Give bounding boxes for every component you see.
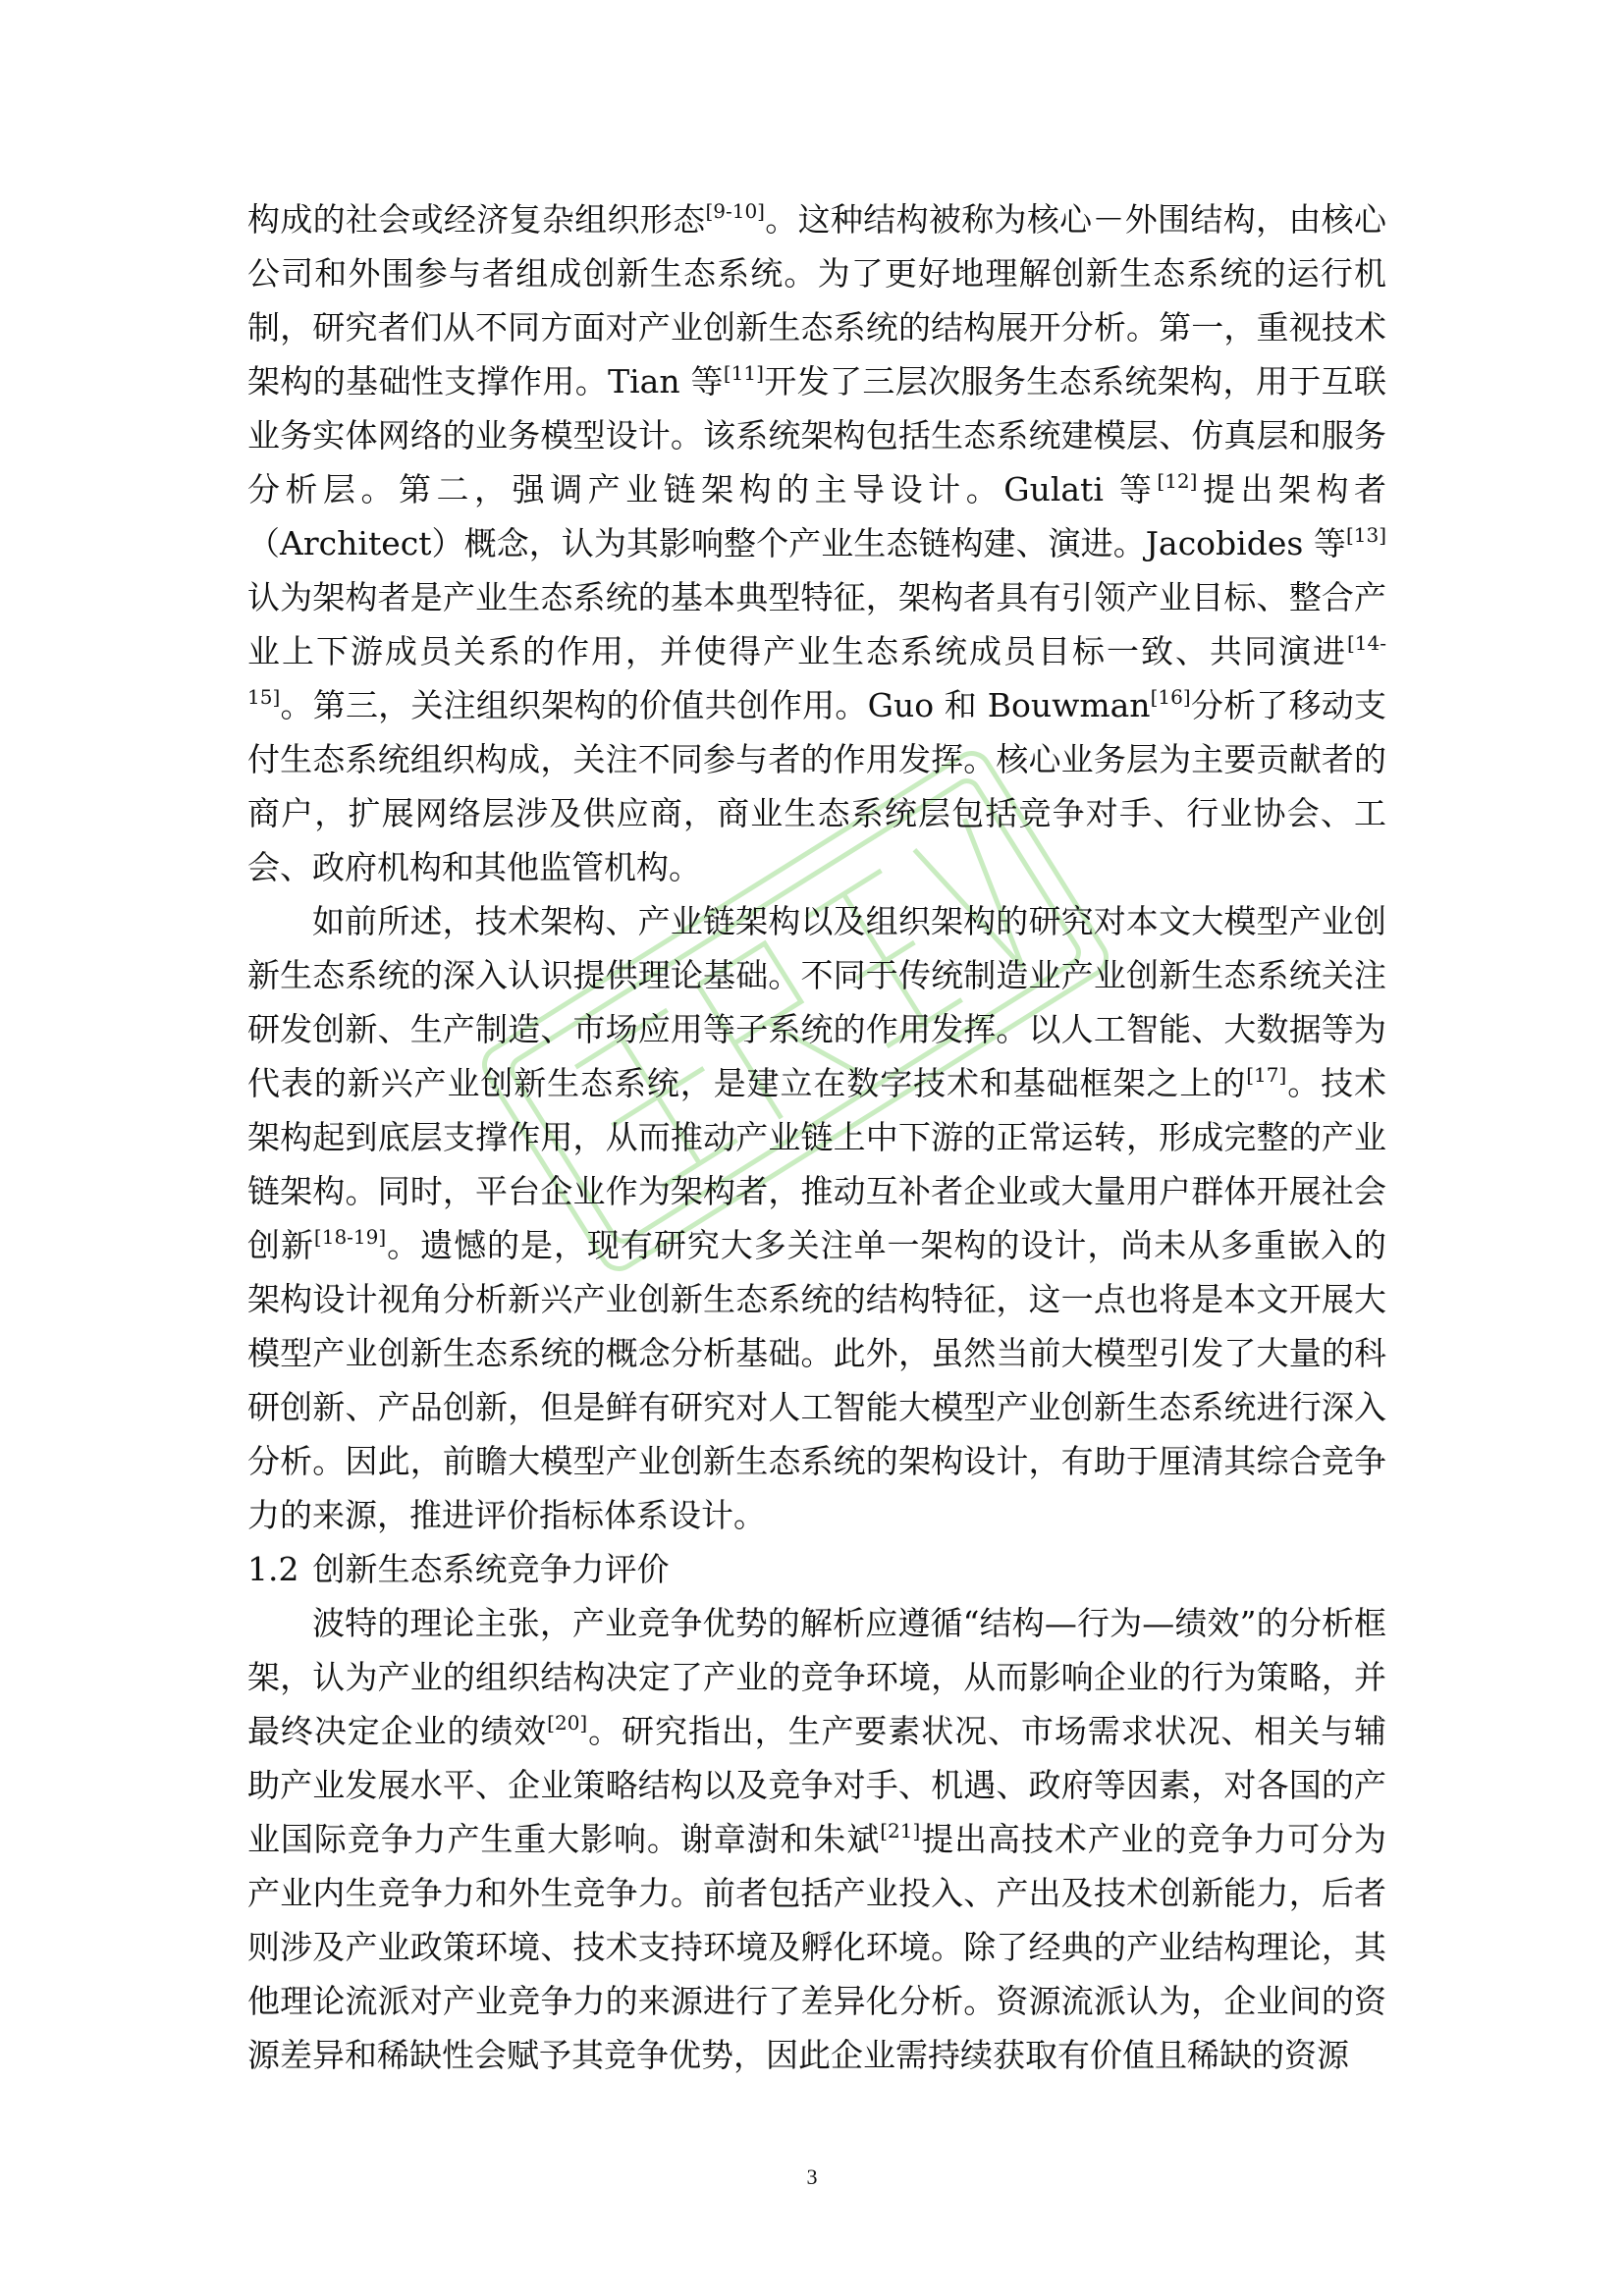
citation: [16] (1150, 685, 1191, 709)
citation: [21] (880, 1819, 921, 1842)
section-title: 创新生态系统竞争力评价 (312, 1550, 670, 1588)
paragraph-3: 波特的理论主张，产业竞争优势的解析应遵循“结构—行为—绩效”的分析框架，认为产业的组织结构决定了产业的竞争环境，从而影响企业的行为策略，并最终决定企业的绩效[20]。研究指出，生产要素状况、市场需求状况、相关与辅助产业发展水平、企业策略结构以及竞争对手、机遇、政府等因素，对各国的产业国际竞争力产生重大影响。谢章澍和朱斌[21]提出高技术产业的竞争力可分为产业内生竞争力和外生竞争力。前者包括产业投入、产出及技术创新能力，后者则涉及产业政策环境、技术支持环境及孵化环境。除了经典的产业结构理论，其他理论流派对产业竞争力的来源进行了差异化分析。资源流派认为，企业间的资源差异和稀缺性会赋予其竞争优势，因此企业需持续获取有价值且稀缺的资源 (247, 1604, 1387, 2074)
citation: [20] (547, 1711, 588, 1735)
citation: [17] (1246, 1063, 1287, 1087)
paragraph-2: 如前所述，技术架构、产业链架构以及组织架构的研究对本文大模型产业创新生态系统的深入认识提供理论基础。不同于传统制造业产业创新生态系统关注研发创新、生产制造、市场应用等子系统的作用发挥。以人工智能、大数据等为代表的新兴产业创新生态系统，是建立在数字技术和基础框架之上的[17]。技术架构起到底层支撑作用，从而推动产业链上中下游的正常运转，形成完整的产业链架构。同时，平台企业作为架构者，推动互补者企业或大量用户群体开展社会创新[18-19]。遗憾的是，现有研究大多关注单一架构的设计，尚未从多重嵌入的架构设计视角分析新兴产业创新生态系统的结构特征，这一点也将是本文开展大模型产业创新生态系统的概念分析基础。此外，虽然当前大模型引发了大量的科研创新、产品创新，但是鲜有研究对人工智能大模型产业创新生态系统进行深入分析。因此，前瞻大模型产业创新生态系统的架构设计，有助于厘清其综合竞争力的来源，推进评价指标体系设计。 (247, 902, 1387, 1534)
section-heading (247, 1542, 1386, 1596)
paragraph-1: 构成的社会或经济复杂组织形态[9-10]。这种结构被称为核心－外围结构，由核心公司和外围参与者组成创新生态系统。为了更好地理解创新生态系统的运行机制，研究者们从不同方面对产业创新生态系统的结构展开分析。第一，重视技术架构的基础性支撑作用。Tian 等[11]开发了三层次服务生态系统架构，用于互联业务实体网络的业务模型设计。该系统架构包括生态系统建模层、仿真层和服务分析层。第二，强调产业链架构的主导设计。Gulati 等[12]提出架构者（Architect）概念，认为其影响整个产业生态链构建、演进。Jacobides 等[13]认为架构者是产业生态系统的基本典型特征，架构者具有引领产业目标、整合产业上下游成员关系的作用，并使得产业生态系统成员目标一致、共同演进[14-15]。第三，关注组织架构的价值共创作用。Guo 和 Bouwman[16]分析了移动支付生态系统组织构成，关注不同参与者的作用发挥。核心业务层为主要贡献者的商户，扩展网络层涉及供应商，商业生态系统层包括竞争对手、行业协会、工会、政府机构和其他监管机构。 (247, 199, 1387, 886)
citation: [14-15] (247, 631, 1386, 709)
citation: [13] (1345, 523, 1386, 547)
section-number: 1.2 (247, 1550, 299, 1588)
citation: [12] (1157, 469, 1198, 493)
citation: [9-10] (705, 199, 765, 223)
citation: [11] (723, 361, 764, 385)
body-text (247, 192, 1386, 2082)
citation: [18-19] (313, 1225, 387, 1249)
page-number: 3 (806, 2164, 818, 2189)
